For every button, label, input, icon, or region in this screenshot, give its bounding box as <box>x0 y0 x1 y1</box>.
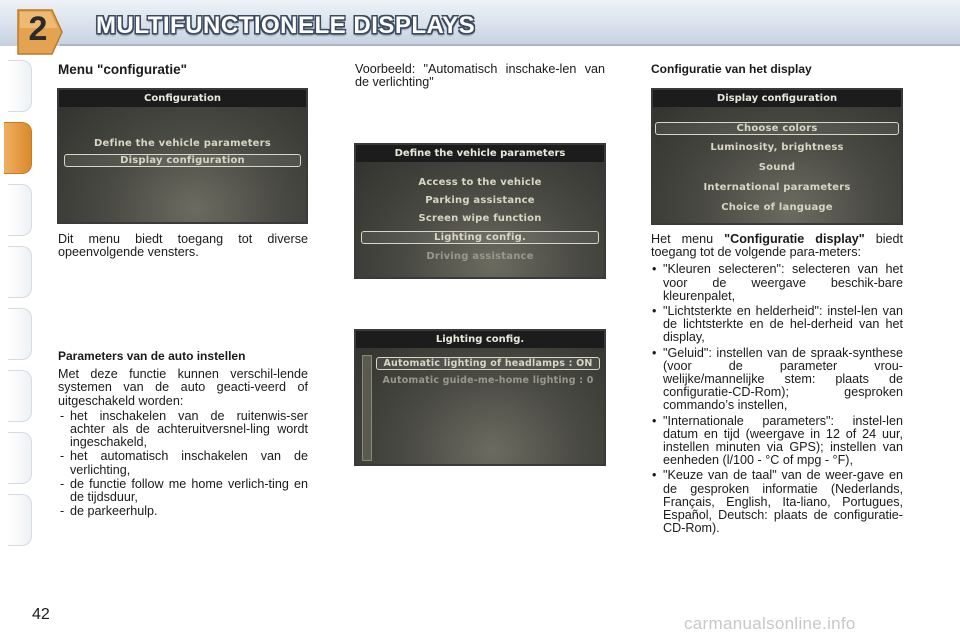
watermark: carmanualsonline.info <box>684 614 856 633</box>
section-tab[interactable] <box>8 370 32 422</box>
section-tab[interactable] <box>8 246 32 298</box>
display-config-intro <box>651 233 903 259</box>
section-tab-active[interactable] <box>4 122 32 174</box>
screen-menu-item: Automatic guide-me-home lighting : 0 <box>382 375 594 386</box>
section-tab[interactable] <box>8 432 32 484</box>
display-config-heading: Configuratie van het display <box>651 62 812 76</box>
list-item: - het automatisch inschakelen van de verlichting, <box>58 450 308 476</box>
screen-menu-item-selected: Display configuration <box>64 154 301 167</box>
configuration-screen <box>57 88 308 224</box>
page-title: MULTIFUNCTIONELE DISPLAYS <box>96 12 476 39</box>
screen-menu-item: Screen wipe function <box>418 213 542 224</box>
example-paragraph <box>355 63 605 89</box>
section-tab[interactable] <box>8 494 32 546</box>
display-config-section <box>651 233 903 537</box>
screen-title: Define the vehicle parameters <box>356 145 604 162</box>
params-list <box>58 410 308 519</box>
section-tab[interactable] <box>8 60 32 112</box>
section-tabs <box>0 60 36 580</box>
screen-title: Lighting config. <box>356 331 604 348</box>
section-tab[interactable] <box>8 308 32 360</box>
scrollbar <box>362 355 372 461</box>
list-item: - de functie follow me home verlich-ting en de tijdsduur, <box>58 478 308 504</box>
header-rule <box>60 44 960 46</box>
screen-menu-item: International parameters <box>703 182 851 193</box>
screen-menu-item: Define the vehicle parameters <box>94 138 271 149</box>
intro-paragraph <box>58 233 308 259</box>
vehicle-parameters-screen <box>354 143 606 279</box>
screen-menu-item: Driving assistance <box>426 251 534 262</box>
intro-prefix: Het menu <box>651 232 714 246</box>
params-section <box>58 350 308 519</box>
intro-suffix: biedt toegang tot de volgende para-meters: <box>651 232 904 260</box>
screen-menu-item: Sound <box>758 162 796 173</box>
params-heading: Parameters van de auto instellen <box>58 349 246 363</box>
display-configuration-screen <box>651 88 903 225</box>
intro-text: Dit menu biedt toegang tot diverse opeenvolgende vensters. <box>58 232 308 260</box>
list-item: - de parkeerhulp. <box>58 505 308 518</box>
list-item: • "Internationale parameters": instel-len datum en tijd (weergave in 12 of 24 uur, instellen minuten via GPS); instellen van eenheden (l/100 - °C of mpg - °F), <box>651 415 903 468</box>
display-config-list <box>651 263 903 535</box>
screen-menu-item: Choice of language <box>721 202 833 213</box>
list-item: - het inschakelen van de ruitenwis-ser achter als de achteruitversnel-ling wordt ingeschakeld, <box>58 410 308 450</box>
screen-menu-item: Access to the vehicle <box>418 177 542 188</box>
list-item: • "Geluid": instellen van de spraak-synthese (voor de parameter vrou-welijke/mannelijke stem: plaats de configuratie-CD-Rom); gesproken commando’s instellen, <box>651 347 903 413</box>
screen-menu-item-selected: Lighting config. <box>361 231 599 244</box>
example-text: Voorbeeld: "Automatisch inschake-len van de verlichting" <box>355 62 605 90</box>
screen-menu-item: Parking assistance <box>425 195 535 206</box>
list-item: • "Lichtsterkte en helderheid": instel-len van de lichtsterkte en de hel-derheid van het display, <box>651 305 903 345</box>
screen-title: Display configuration <box>653 90 901 107</box>
screen-menu-item: Luminosity, brightness <box>710 142 844 153</box>
screen-title: Configuration <box>59 90 306 107</box>
list-item: • "Kleuren selecteren": selecteren van het voor de weergave beschik-bare kleurenpalet, <box>651 263 903 303</box>
lighting-config-screen <box>354 329 606 466</box>
intro-bold: "Configuratie display" <box>724 232 865 246</box>
section-tab[interactable] <box>8 184 32 236</box>
page-number: 42 <box>32 606 50 623</box>
chapter-number: 2 <box>28 10 48 48</box>
params-text: Met deze functie kunnen verschil-lende systemen van de auto geacti-veerd of uitgeschakeld worden: <box>58 367 308 408</box>
list-item: • "Keuze van de taal" van de weer-gave en de gesproken informatie (Nederlands, Français, English, Ita-liano, Portugues, Español, Deutsch: plaats de configuratie-CD-Rom). <box>651 469 903 535</box>
menu-heading: Menu "configuratie" <box>58 62 188 77</box>
screen-menu-item-selected: Choose colors <box>655 122 899 135</box>
screen-menu-item-selected: Automatic lighting of headlamps : ON <box>376 357 600 370</box>
